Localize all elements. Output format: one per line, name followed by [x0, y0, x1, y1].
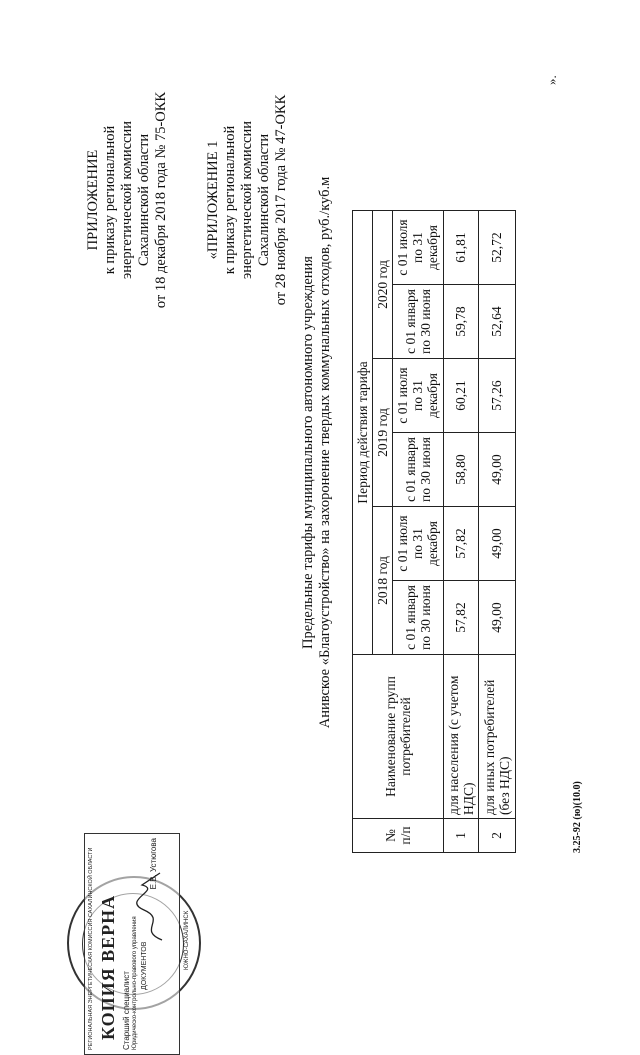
approval-line: Сахалинской области: [255, 133, 272, 267]
tariff-value: 61,81: [443, 211, 478, 285]
certification-stamp: [62, 825, 202, 1055]
tariff-table: [352, 210, 516, 853]
title-line-1: Предельные тарифы муниципального автономного учреждения: [300, 256, 316, 649]
stamp-signer: Е.В. Устюгова: [148, 838, 158, 890]
stamp-org: РЕГИОНАЛЬНАЯ ЭНЕРГЕТИЧЕСКАЯ КОМИССИЯ САХАЛИНСКОЙ ОБЛАСТИ: [88, 847, 94, 1050]
header-group: Наименование групп потребителей: [353, 655, 444, 819]
tariff-value: 57,26: [478, 359, 515, 433]
row-consumer-group: для населения (с учетом НДС): [443, 655, 478, 819]
tariff-value: 57,82: [443, 507, 478, 581]
tariff-value: 59,78: [443, 285, 478, 359]
approval-line: к приказу региональной: [101, 125, 118, 275]
header-period: Период действия тарифа: [353, 211, 373, 655]
header-half-year: с 01 января по 30 июня: [393, 285, 443, 359]
header-num: № п/п: [353, 819, 444, 853]
stamp-department: Юридическо-контрольно-правового управления: [131, 916, 138, 1050]
approval-block-original: [205, 60, 290, 340]
stamp-position: Старший специалист: [121, 971, 131, 1050]
header-half-year: с 01 июля по 31 декабря: [393, 359, 443, 433]
stamp-title: КОПИЯ ВЕРНА: [98, 894, 119, 1040]
header-half-year: с 01 января по 30 июня: [393, 581, 443, 655]
approval-line: к приказу региональной: [221, 125, 238, 275]
footer-form-code: 3.25-92 (ю)(10.0): [572, 781, 583, 853]
tariff-value: 60,21: [443, 359, 478, 433]
header-half-year: с 01 июля по 31 декабря: [393, 507, 443, 581]
approval-line: ПРИЛОЖЕНИЕ: [85, 149, 101, 251]
tariff-value: 52,64: [478, 285, 515, 359]
tariff-value: 49,00: [478, 581, 515, 655]
stamp-signature: [132, 865, 172, 945]
stamp-sign-caption: ДОКУМЕНТОВ: [140, 941, 148, 990]
approval-line: от 28 ноября 2017 года № 47-ОКК: [272, 94, 289, 306]
tariff-value: 49,00: [478, 433, 515, 507]
row-num: 1: [443, 819, 478, 853]
header-half-year: с 01 января по 30 июня: [393, 433, 443, 507]
stamp-city: ЮЖНО-САХАЛИНСК: [184, 910, 190, 970]
approval-line: энергетической комиссии: [118, 120, 135, 280]
header-year: 2019 год: [373, 359, 393, 507]
table-row: [443, 211, 478, 853]
row-consumer-group: для иных потребителей (без НДС): [478, 655, 515, 819]
tariff-value: 58,80: [443, 433, 478, 507]
document-title: [300, 0, 334, 905]
table-row: [478, 211, 515, 853]
closing-quote: ».: [544, 75, 559, 85]
row-num: 2: [478, 819, 515, 853]
approval-line: от 18 декабря 2018 года № 75-ОКК: [152, 91, 169, 309]
tariff-value: 57,82: [443, 581, 478, 655]
header-half-year: с 01 июля по 31 декабря: [393, 211, 443, 285]
header-year: 2020 год: [373, 211, 393, 359]
approval-line: энергетической комиссии: [238, 120, 255, 280]
tariff-value: 52,72: [478, 211, 515, 285]
tariff-value: 49,00: [478, 507, 515, 581]
approval-line: Сахалинской области: [135, 133, 152, 267]
approval-block-current: [85, 70, 170, 330]
header-year: 2018 год: [373, 507, 393, 655]
approval-line: «ПРИЛОЖЕНИЕ 1: [205, 140, 221, 260]
title-line-2: Анивское «Благоустройство» на захоронение твердых коммунальных отходов, руб./куб.м: [316, 176, 333, 729]
